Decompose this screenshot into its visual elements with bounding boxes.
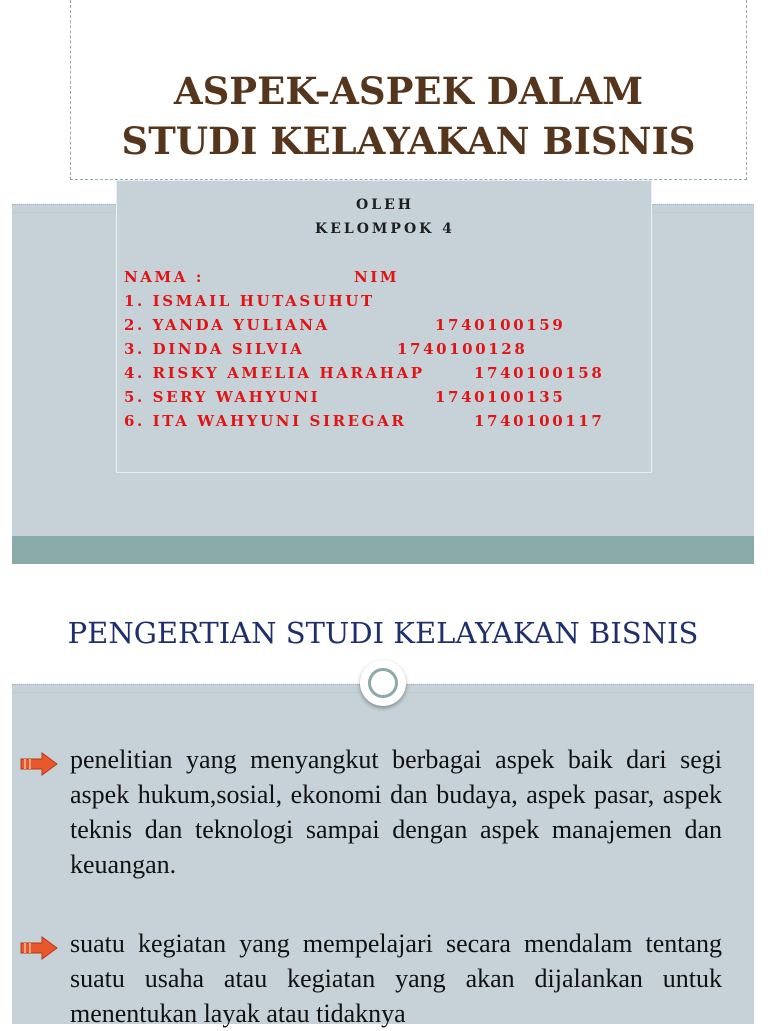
member-row [124, 388, 644, 406]
nama-header: NAMA : [124, 268, 204, 286]
nim-header: NIM [354, 268, 400, 286]
circle-ornament-icon [360, 660, 406, 706]
title-slide [12, 0, 754, 564]
definition-slide [12, 590, 754, 1028]
member-row [124, 340, 644, 358]
bullet-text: penelitian yang menyangkut berbagai aspek baik dari segi aspek hukum,sosial, ekonomi dan budaya, aspek pasar, aspek teknis dan teknologi sampai dengan aspek manajemen dan keuangan. [70, 745, 722, 879]
member-row [124, 316, 644, 334]
slide-title [70, 66, 747, 166]
title-line-2: STUDI KELAYAKAN BISNIS [121, 119, 696, 163]
member-nim: 1740100158 [474, 364, 605, 382]
member-nim: 1740100128 [397, 340, 528, 358]
member-row [124, 364, 644, 382]
members-panel [116, 180, 652, 473]
member-nim: 1740100135 [435, 388, 566, 406]
slide-heading: PENGERTIAN STUDI KELAYAKAN BISNIS [67, 616, 699, 650]
members-header [124, 268, 644, 286]
member-nim: 1740100117 [474, 412, 605, 430]
member-name: 3. DINDA SILVIA [124, 340, 305, 358]
group-label: KELOMPOK 4 [315, 221, 455, 237]
arrow-right-icon [20, 752, 58, 776]
member-nim: 1740100159 [435, 316, 566, 334]
member-name: 6. ITA WAHYUNI SIREGAR [124, 412, 407, 430]
title-line-1: ASPEK-ASPEK DALAM [173, 69, 644, 113]
member-name: 5. SERY WAHYUNI [124, 388, 321, 406]
member-name: 4. RISKY AMELIA HARAHAP [124, 364, 425, 382]
arrow-right-icon [20, 936, 58, 960]
member-name: 1. ISMAIL HUTASUHUT [124, 292, 375, 310]
member-row [124, 292, 644, 310]
oleh-label: OLEH [356, 197, 414, 213]
bullet-text: suatu kegiatan yang mempelajari secara mendalam tentang suatu usaha atau kegiatan yang akan dijalankan untuk menentukan layak atau tidaknya [70, 929, 722, 1028]
slide-bottom-band [12, 536, 754, 564]
member-row [124, 412, 644, 430]
member-name: 2. YANDA YULIANA [124, 316, 330, 334]
